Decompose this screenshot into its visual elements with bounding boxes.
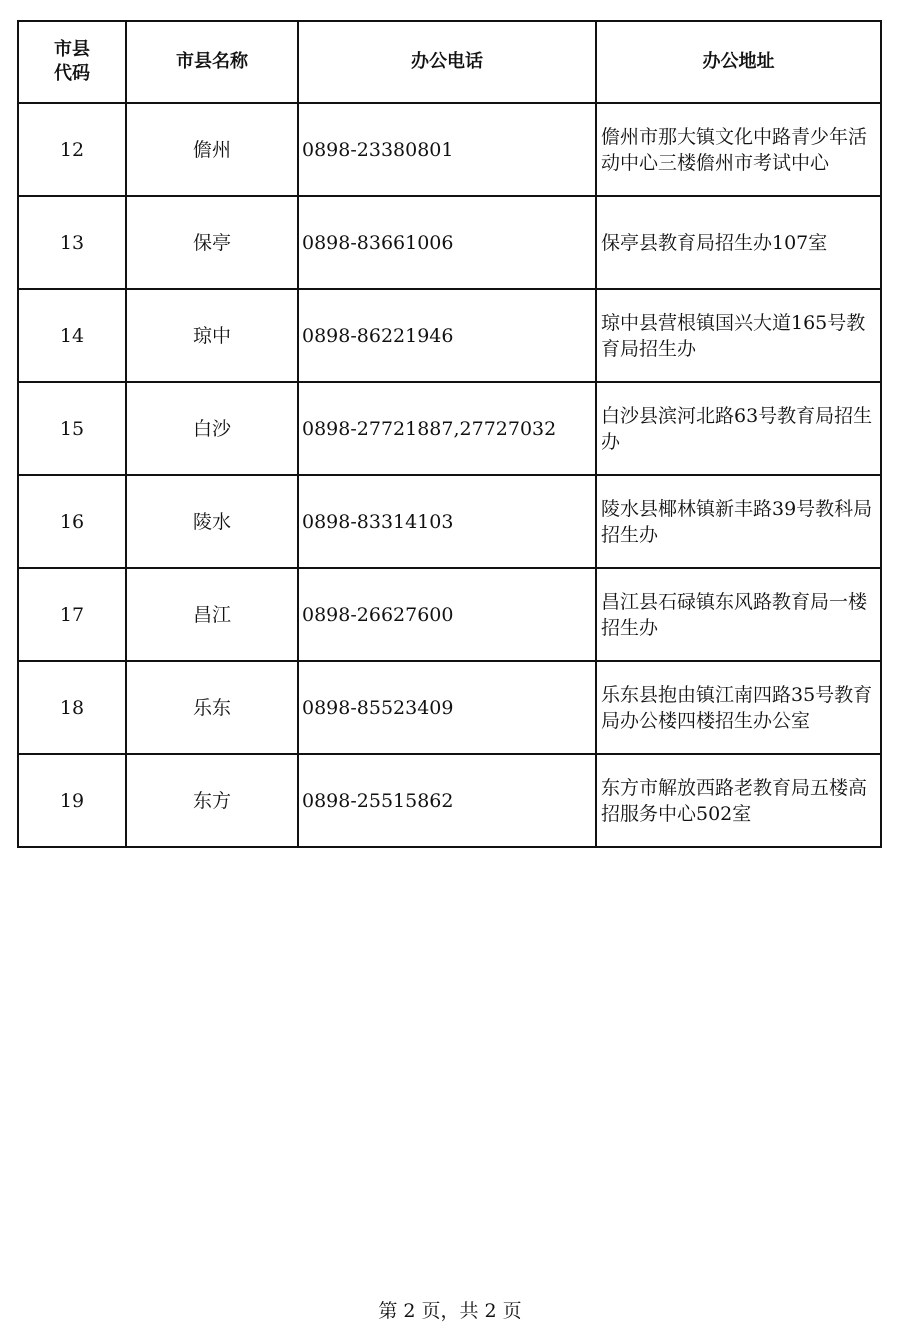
table-row (18, 754, 881, 847)
cell-code: 16 (18, 475, 126, 568)
cell-code: 15 (18, 382, 126, 475)
table-row (18, 289, 881, 382)
table-row (18, 103, 881, 196)
cell-code: 14 (18, 289, 126, 382)
table-body (18, 103, 881, 847)
header-phone: 办公电话 (298, 21, 596, 103)
cell-phone: 0898-27721887,27727032 (298, 382, 596, 475)
cell-name: 东方 (126, 754, 298, 847)
table-row (18, 382, 881, 475)
cell-name: 保亭 (126, 196, 298, 289)
cell-name: 白沙 (126, 382, 298, 475)
cell-address: 白沙县滨河北路63号教育局招生办 (596, 382, 881, 475)
cell-phone: 0898-83314103 (298, 475, 596, 568)
cell-code: 13 (18, 196, 126, 289)
cell-address: 琼中县营根镇国兴大道165号教育局招生办 (596, 289, 881, 382)
cell-code: 19 (18, 754, 126, 847)
cell-phone: 0898-26627600 (298, 568, 596, 661)
header-address: 办公地址 (596, 21, 881, 103)
cell-phone: 0898-23380801 (298, 103, 596, 196)
header-name: 市县名称 (126, 21, 298, 103)
cell-code: 12 (18, 103, 126, 196)
table-row (18, 196, 881, 289)
table-row (18, 568, 881, 661)
page-number-footer: 第 2 页，共 2 页 (378, 1300, 522, 1322)
cell-code: 17 (18, 568, 126, 661)
cell-code: 18 (18, 661, 126, 754)
cell-name: 琼中 (126, 289, 298, 382)
cell-address: 昌江县石碌镇东风路教育局一楼招生办 (596, 568, 881, 661)
cell-name: 儋州 (126, 103, 298, 196)
cell-phone: 0898-25515862 (298, 754, 596, 847)
cell-name: 乐东 (126, 661, 298, 754)
table-row (18, 661, 881, 754)
cell-address: 乐东县抱由镇江南四路35号教育局办公楼四楼招生办公室 (596, 661, 881, 754)
cell-address: 陵水县椰林镇新丰路39号教科局招生办 (596, 475, 881, 568)
cell-address: 东方市解放西路老教育局五楼高招服务中心502室 (596, 754, 881, 847)
cell-phone: 0898-85523409 (298, 661, 596, 754)
cell-name: 陵水 (126, 475, 298, 568)
cell-phone: 0898-86221946 (298, 289, 596, 382)
cell-address: 儋州市那大镇文化中路青少年活动中心三楼儋州市考试中心 (596, 103, 881, 196)
header-code: 市县代码 (18, 21, 126, 103)
table-row (18, 475, 881, 568)
header-row (18, 21, 881, 103)
contact-table (17, 20, 882, 848)
cell-name: 昌江 (126, 568, 298, 661)
table-header (18, 21, 881, 103)
cell-address: 保亭县教育局招生办107室 (596, 196, 881, 289)
cell-phone: 0898-83661006 (298, 196, 596, 289)
